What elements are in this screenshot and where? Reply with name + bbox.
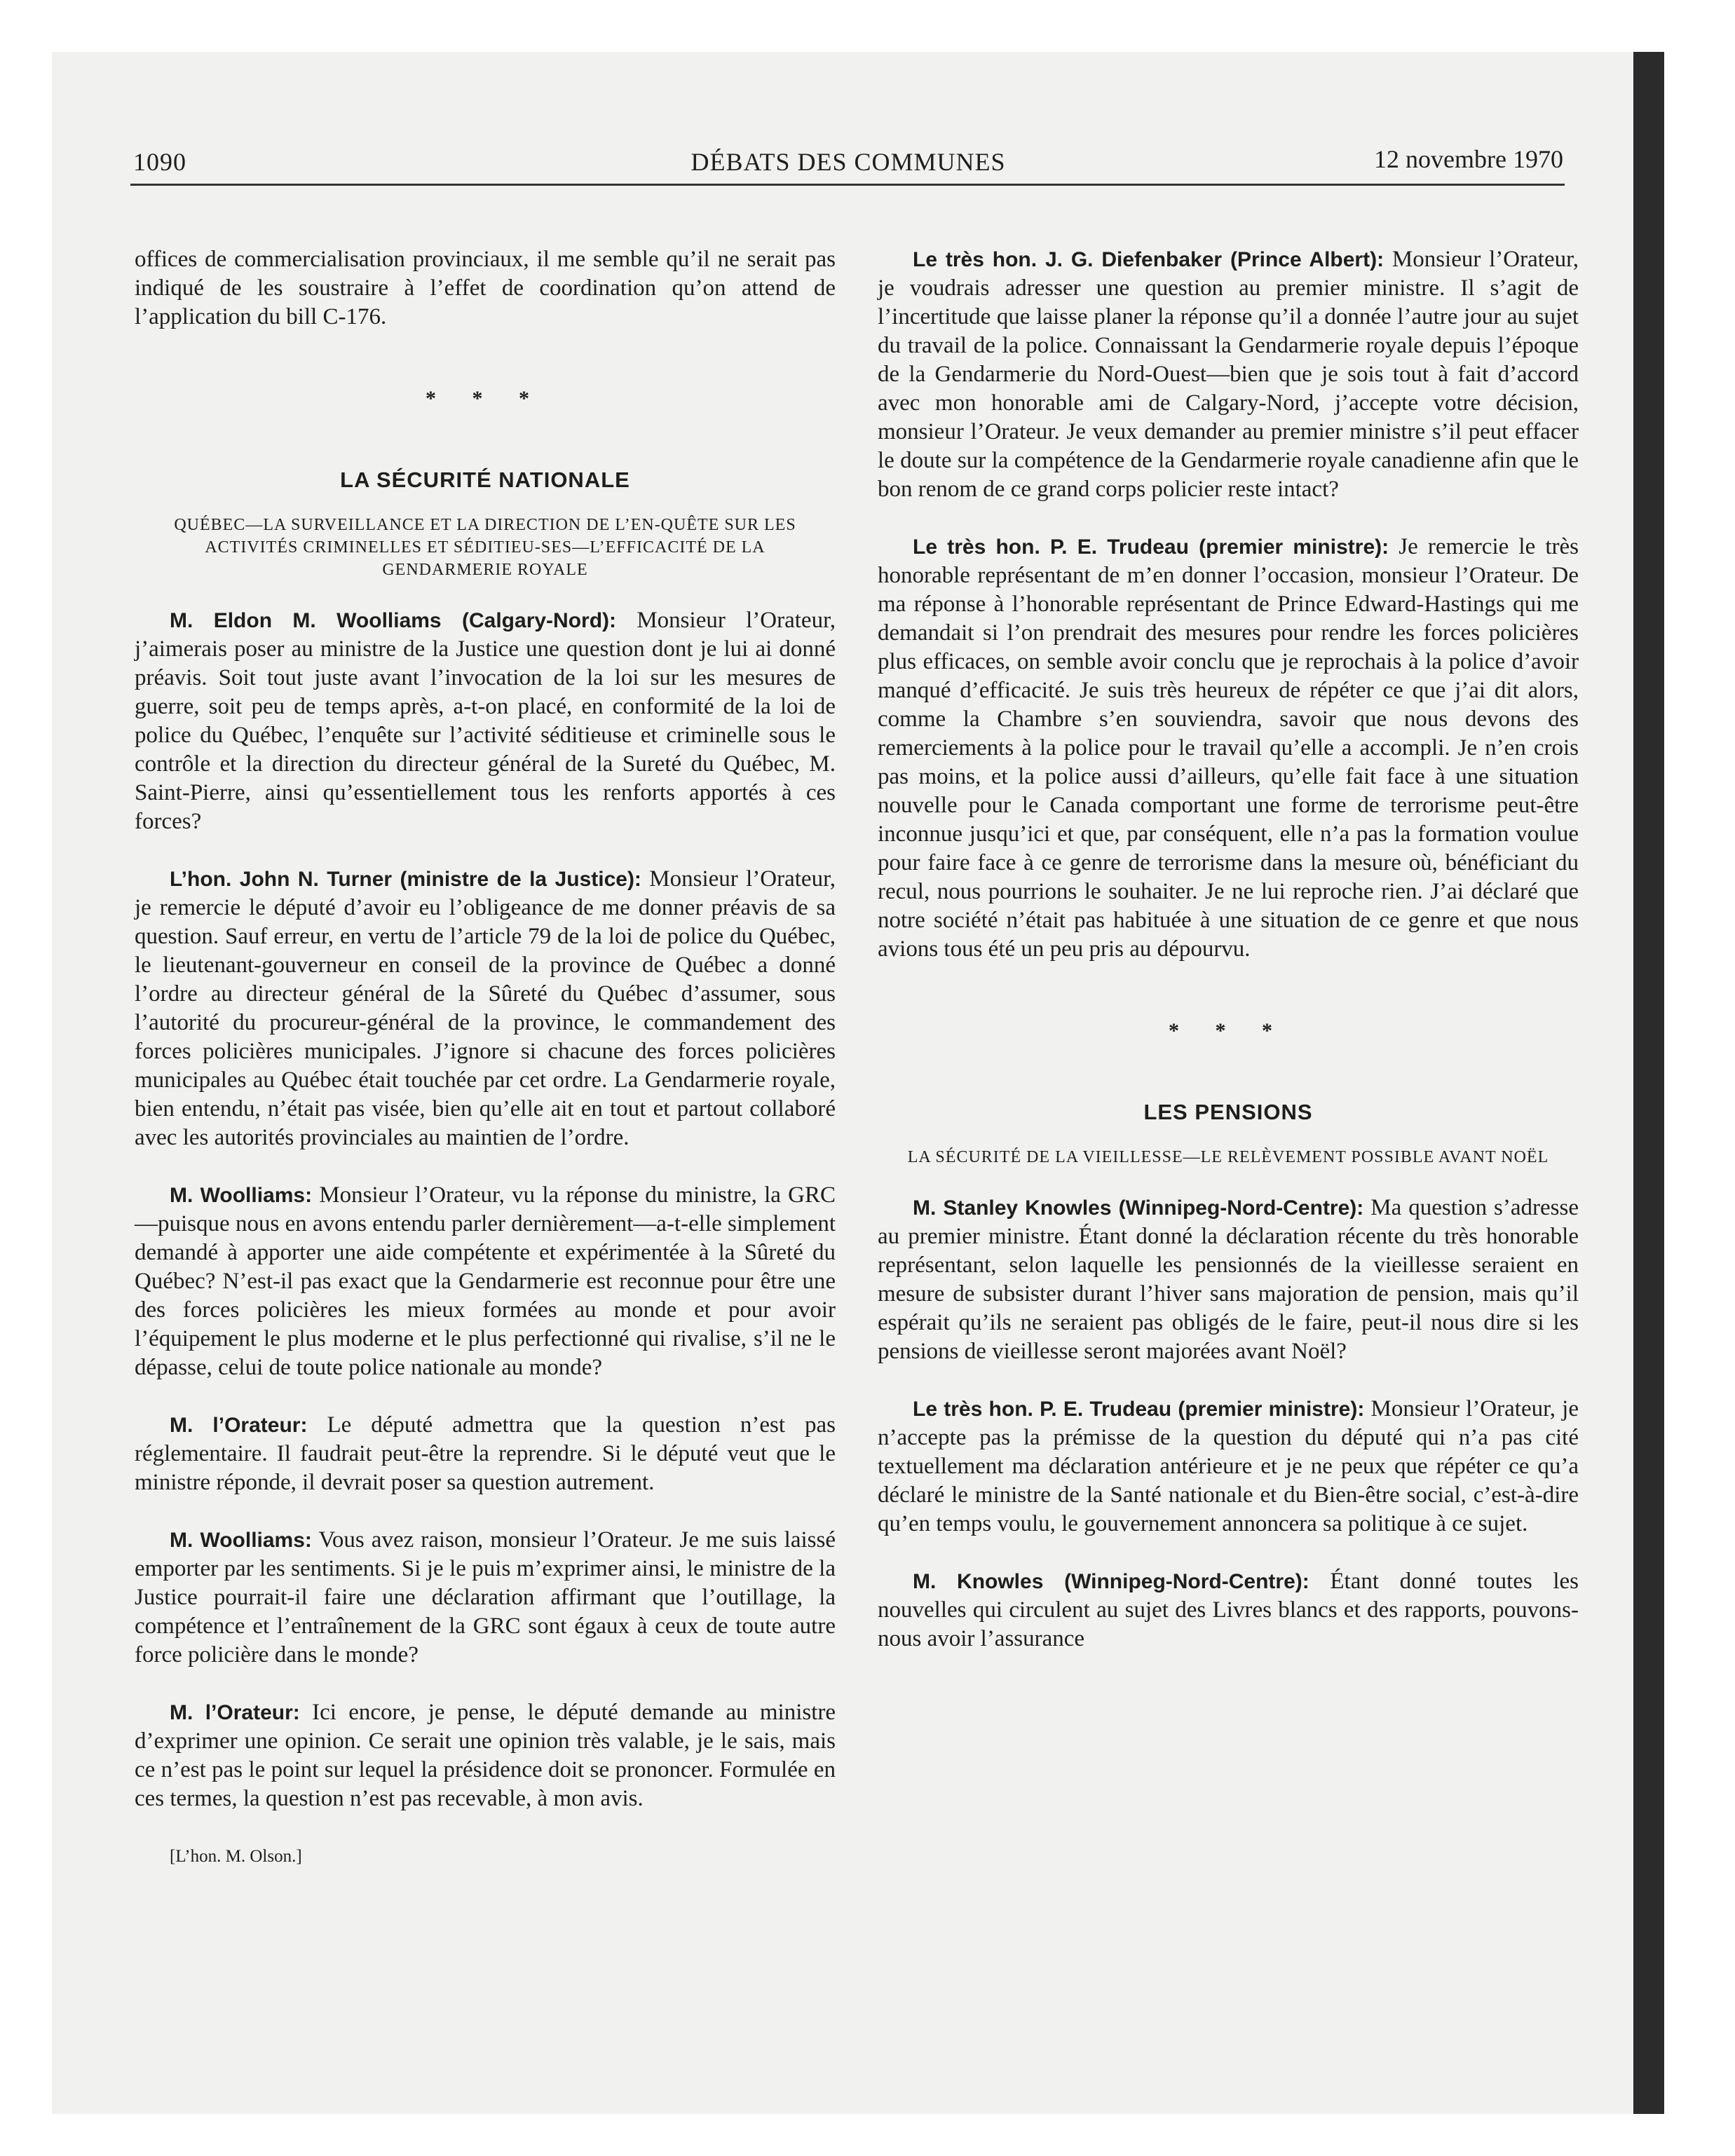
section-separator: * * * — [426, 387, 545, 410]
speaker-name: M. l’Orateur: — [170, 1414, 308, 1437]
section-separator: * * * — [1169, 1019, 1288, 1042]
section-heading: LES PENSIONS — [1143, 1100, 1313, 1124]
page-number: 1090 — [133, 148, 186, 176]
speaker-name: Le très hon. P. E. Trudeau (premier ministre): — [913, 1398, 1365, 1421]
left-column — [135, 245, 836, 1899]
subsection-heading: LA SÉCURITÉ DE LA VIEILLESSE—LE RELÈVEMENT POSSIBLE AVANT NOËL — [907, 1148, 1549, 1166]
speech-paragraph — [878, 1194, 1579, 1366]
speaker-name: Le très hon. P. E. Trudeau (premier ministre): — [913, 535, 1389, 559]
speech-paragraph — [878, 245, 1579, 504]
right-column — [878, 245, 1579, 1682]
speaker-name: M. Knowles (Winnipeg-Nord-Centre): — [913, 1570, 1309, 1593]
subsection-heading: QUÉBEC—LA SURVEILLANCE ET LA DIRECTION DE L’EN-QUÊTE SUR LES ACTIVITÉS CRIMINELLES ET SÉDITIEU-SES—L’EFFICACITÉ DE LA GENDARMERIE ROYALE — [174, 516, 796, 579]
speech-text: Monsieur l’Orateur, j’aimerais poser au ministre de la Justice une question dont je lui ai donné préavis. Soit tout juste avant l’invocation de la loi sur les mesures de guerre, soit peu de temps après, a-t-on placé, en conformité de la loi de police du Québec, l’enquête sur l’activité séditieuse et criminelle sous le contrôle et la direction du directeur général de la Sureté du Québec, M. Saint-Pierre, ainsi qu’essentiellement tous les renforts apportés à ces forces? — [135, 608, 836, 834]
page-header — [133, 144, 1563, 182]
speech-paragraph — [878, 1395, 1579, 1538]
speech-paragraph — [135, 865, 836, 1152]
speech-paragraph — [135, 606, 836, 836]
speech-text: Ici encore, je pense, le député demande au ministre d’exprimer une opinion. Ce serait une opinion très valable, je le sais, mais ce n’est pas le point sur lequel la présidence doit se prononcer. Formulée en ces termes, la question n’est pas recevable, à mon avis. — [135, 1700, 836, 1811]
speech-text: Je remercie le très honorable représentant de m’en donner l’occasion, monsieur l’Orateur. De ma réponse à l’honorable représentant de Prince Edward-Hastings qui me demandait si l’on prendrait des mesures pour rendre les forces policières plus efficaces, on semble avoir conclu que je reprochais à la police d’avoir manqué d’efficacité. Je suis très heureux de répéter ce que j’ai dit alors, comme la Chambre s’en souviendra, savoir que nous devons des remerciements à la police pour le travail qu’elle a accompli. Je n’en crois pas moins, et la police aussi d’ailleurs, qu’elle fait face à une situation nouvelle pour le Canada comportant une forme de terrorisme peut-être inconnue jusqu’ici et que, par conséquent, elle n’a pas la formation voulue pour faire face à ce genre de terrorisme dans la mesure où, bénéficiant du recul, nous pourrions le souhaiter. Je ne lui reproche rien. J’ai déclaré que notre société n’était pas habituée à une situation de ce genre et que nous avions tous été un peu pris au dépourvu. — [878, 534, 1579, 962]
speech-paragraph — [135, 1411, 836, 1497]
speaker-name: M. Woolliams: — [170, 1529, 312, 1552]
speech-text: Monsieur l’Orateur, vu la réponse du ministre, la GRC—puisque nous en avons entendu parler dernièrement—a-t-elle simplement demandé à apporter une aide compétente et expérimentée à la Sûreté du Québec? N’est-il pas exact que la Gendarmerie est reconnue pour être une des forces policières les mieux formées au monde et pour avoir l’équipement le plus moderne et le plus perfectionné qui rivalise, s’il ne le dépasse, celui de toute police nationale au monde? — [135, 1182, 836, 1380]
speech-paragraph — [135, 1698, 836, 1813]
speaker-name: L’hon. John N. Turner (ministre de la Justice): — [170, 868, 641, 891]
speaker-name: M. Woolliams: — [170, 1184, 313, 1207]
speech-text: Monsieur l’Orateur, je remercie le député d’avoir eu l’obligeance de me donner préavis de sa question. Sauf erreur, en vertu de l’article 79 de la loi de police du Québec, le lieutenant-gouverneur en conseil de la province de Québec a donné l’ordre au directeur général de la Sûreté du Québec d’assumer, sous l’autorité du procureur-général de la province, le commandement des forces policières municipales. J’ignore si chacune des forces policières municipales au Québec était touchée par cet ordre. La Gendarmerie royale, bien entendu, n’était pas visée, bien qu’elle ait en tout et partout collaboré avec les autorités provinciales au maintien de l’ordre. — [135, 866, 836, 1150]
publication-title: DÉBATS DES COMMUNES — [690, 148, 1006, 176]
page-date: 12 novembre 1970 — [1374, 145, 1563, 173]
speech-text: Ma question s’adresse au premier ministre. Étant donné la déclaration récente du très honorable représentant, selon laquelle les pensionnés de la vieillesse seraient en mesure de subsister durant l’hiver sans majoration de pension, mais qu’il espérait qu’ils ne seraient pas obligés de le faire, peut-il nous dire si les pensions de vieillesse seront majorées avant Noël? — [878, 1195, 1579, 1364]
speech-paragraph — [135, 1526, 836, 1670]
speech-text: Le député admettra que la question n’est pas réglementaire. Il faudrait peut-être la reprendre. Si le député veut que le ministre réponde, il devrait poser sa question autrement. — [135, 1412, 836, 1495]
scan-edge-bar — [1633, 52, 1664, 2114]
speaker-name: M. l’Orateur: — [170, 1701, 300, 1724]
section-heading: LA SÉCURITÉ NATIONALE — [340, 468, 630, 492]
speech-text: Vous avez raison, monsieur l’Orateur. Je me suis laissé emporter par les sentiments. Si je le puis m’exprimer ainsi, le ministre de la Justice pourrait-il faire une déclaration affirmant que l’outillage, la compétence et l’entraînement de la GRC sont égaux à ceux de toute autre force policière dans le monde? — [135, 1527, 836, 1667]
header-rule — [130, 184, 1565, 186]
speech-text: Étant donné toutes les nouvelles qui circulent au sujet des Livres blancs et des rapports, pouvons-nous avoir l’assurance — [878, 1569, 1579, 1651]
speech-paragraph — [878, 533, 1579, 964]
speech-text: Monsieur l’Orateur, je n’accepte pas la prémisse de la question du député qui n’a pas cité textuellement ma déclaration antérieure et je ne peux que répéter ce qu’a déclaré le ministre de la Santé nationale et du Bien-être social, c’est-à-dire qu’en temps voulu, le gouvernement annoncera sa politique à ce sujet. — [878, 1396, 1579, 1536]
continued-paragraph: offices de commercialisation provinciaux, il me semble qu’il ne serait pas indiqué de les soustraire à l’effet de coordination qu’on attend de l’application du bill C-176. — [135, 247, 836, 329]
speech-paragraph — [135, 1181, 836, 1382]
speech-paragraph — [878, 1567, 1579, 1653]
speaker-reference: [L’hon. M. Olson.] — [170, 1847, 302, 1866]
speaker-name: M. Stanley Knowles (Winnipeg-Nord-Centre): — [913, 1196, 1364, 1220]
speaker-name: Le très hon. J. G. Diefenbaker (Prince Albert): — [913, 248, 1384, 271]
speaker-name: M. Eldon M. Woolliams (Calgary-Nord): — [170, 609, 617, 632]
speech-text: Monsieur l’Orateur, je voudrais adresser une question au premier ministre. Il s’agit de l’incertitude que laisse planer la réponse qu’il a donnée l’autre jour au sujet du travail de la police. Connaissant la Gendarmerie royale depuis l’époque de la Gendarmerie du Nord-Ouest—bien que je sois tout à fait d’accord avec mon honorable ami de Calgary-Nord, j’accepte votre décision, monsieur l’Orateur. Je veux demander au premier ministre s’il peut effacer le doute sur la compétence de la Gendarmerie royale canadienne afin que le bon renom de ce grand corps policier reste intact? — [878, 247, 1579, 502]
